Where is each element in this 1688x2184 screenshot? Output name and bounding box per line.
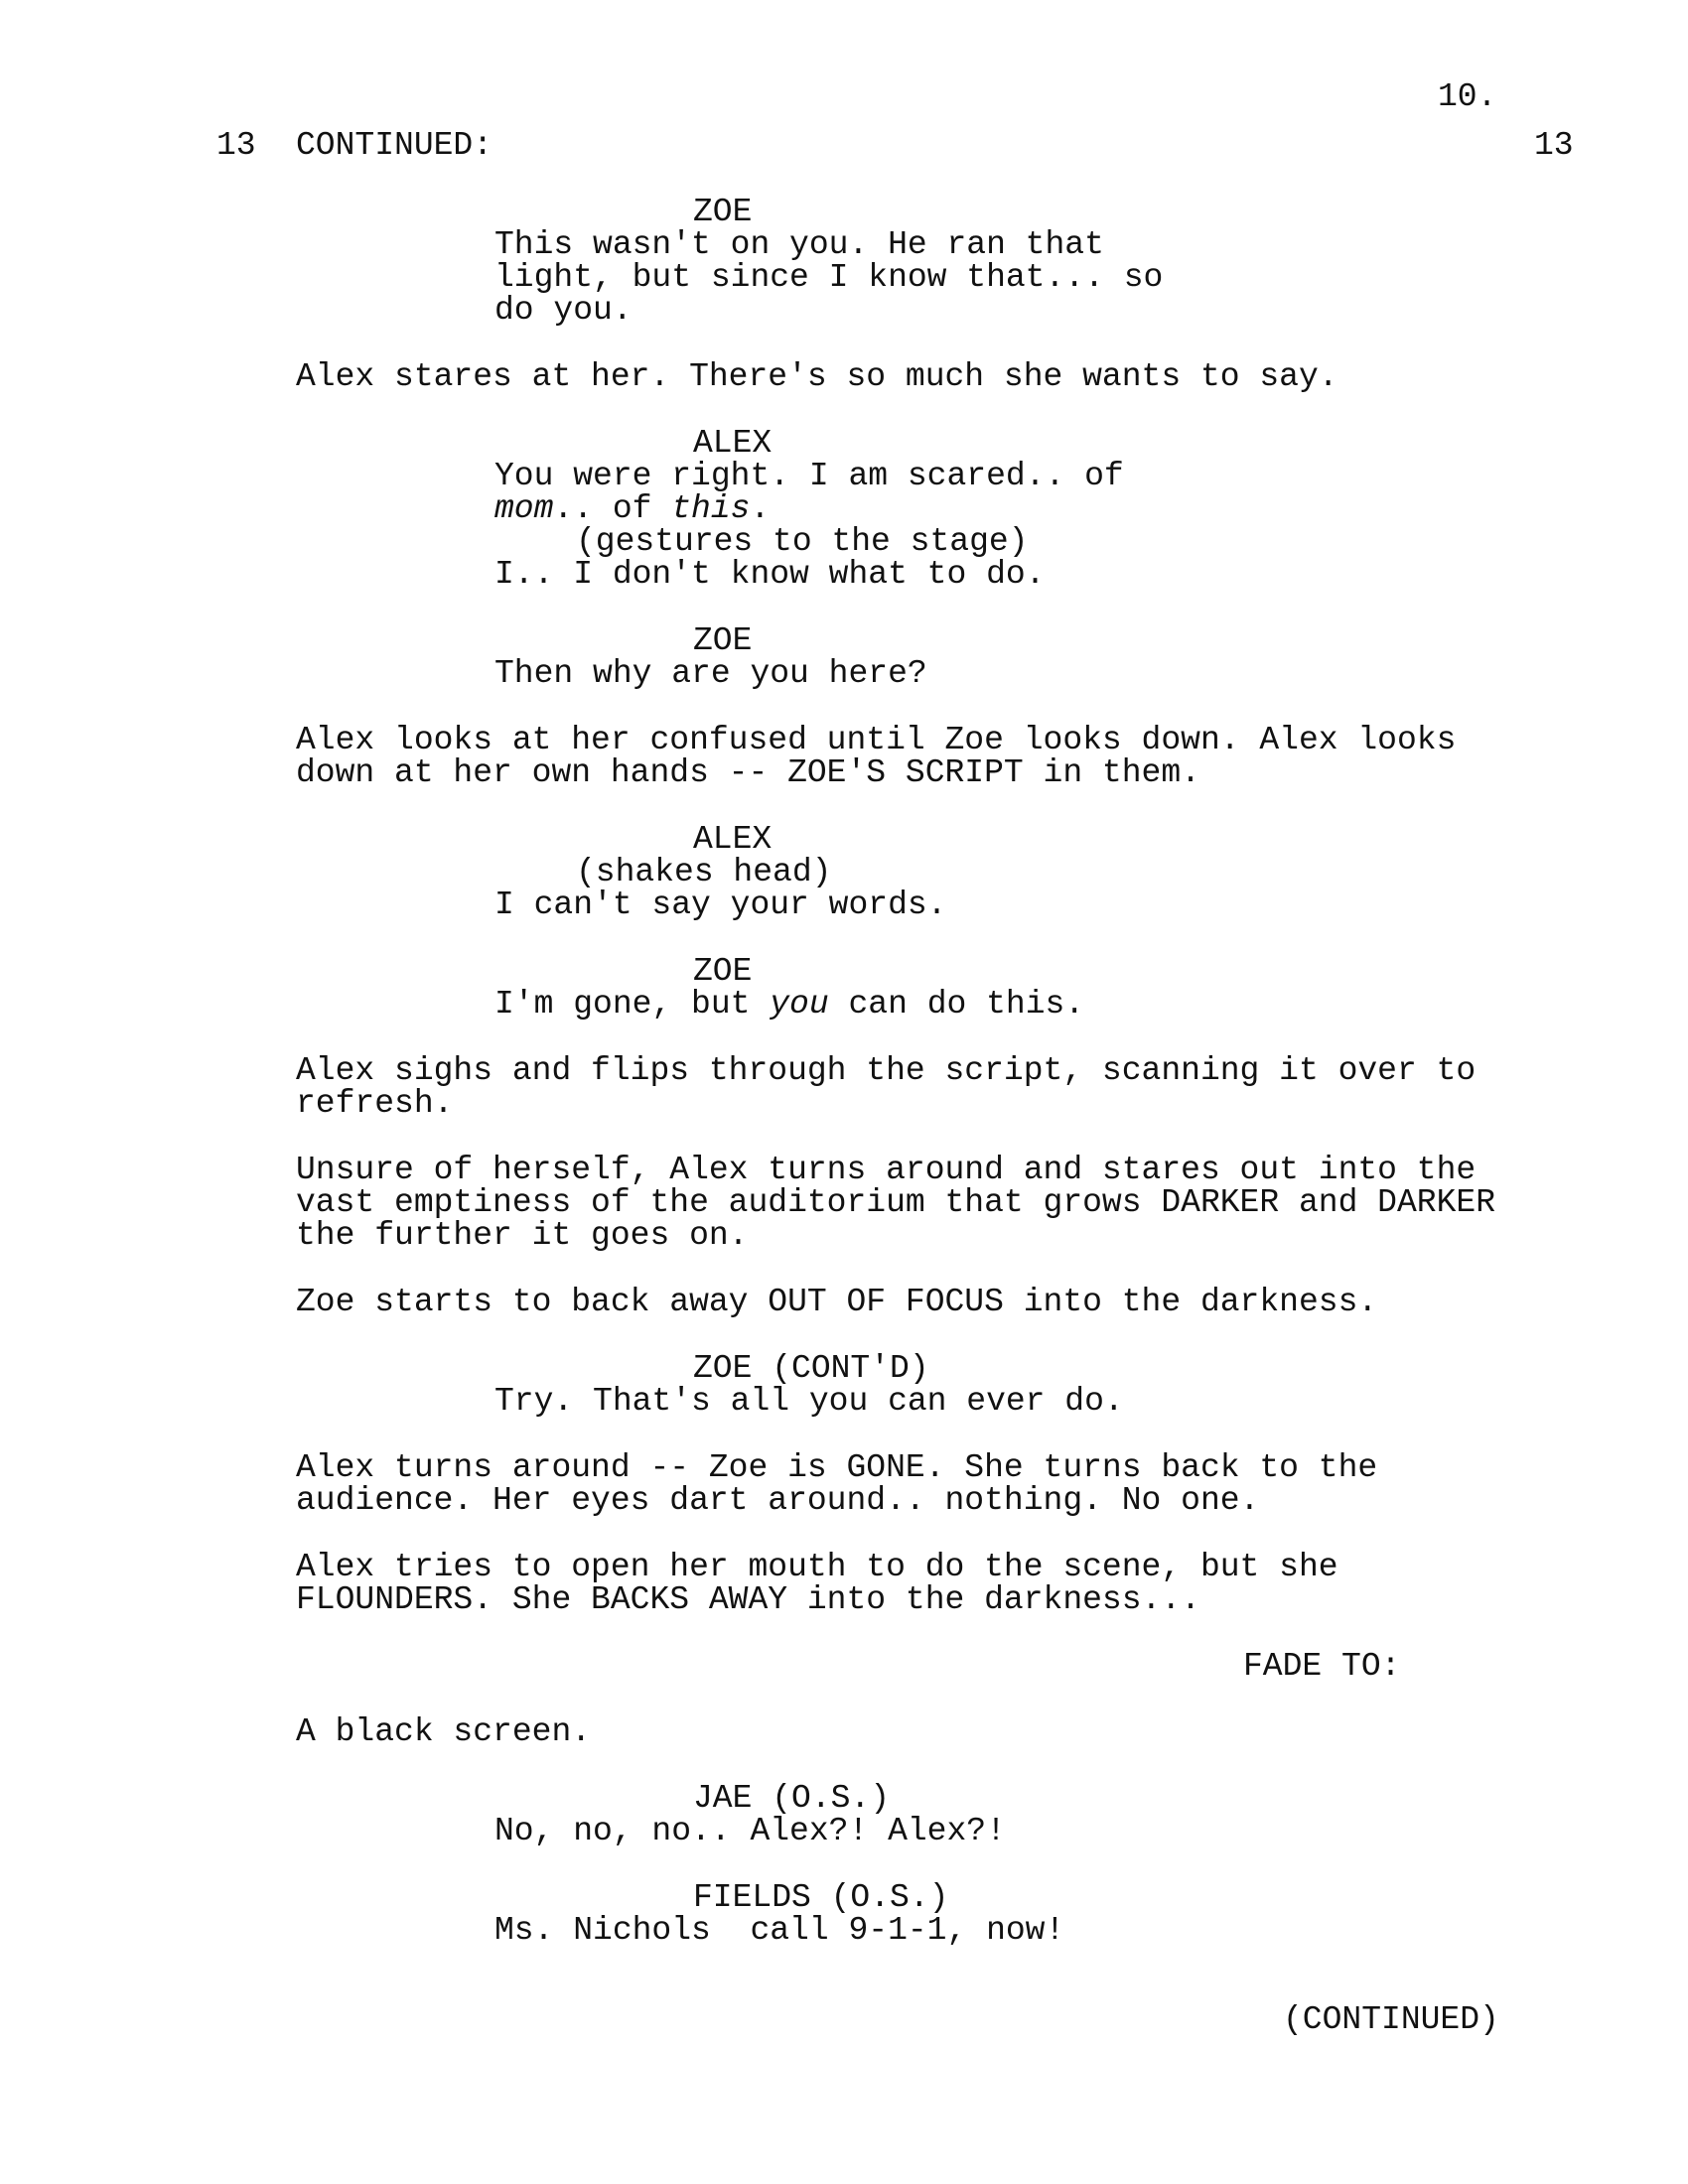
action-line: FLOUNDERS. She BACKS AWAY into the darkness... xyxy=(296,1581,1200,1618)
dialogue-line: I can't say your words. xyxy=(494,887,947,923)
scene-heading: CONTINUED: xyxy=(296,127,493,164)
continued-footer: (CONTINUED) xyxy=(1283,2001,1499,2038)
action-line: refresh. xyxy=(296,1085,454,1122)
character-name: ZOE xyxy=(693,194,753,230)
character-name: ALEX xyxy=(693,821,773,858)
action-line: vast emptiness of the auditorium that grows DARKER and DARKER xyxy=(296,1184,1495,1221)
transition: FADE TO: xyxy=(1243,1648,1401,1685)
character-name: FIELDS (O.S.) xyxy=(693,1879,949,1916)
action-line: Unsure of herself, Alex turns around and stares out into the xyxy=(296,1152,1477,1188)
action-line: Alex looks at her confused until Zoe looks down. Alex looks xyxy=(296,722,1457,758)
emphasis-text: you xyxy=(770,986,829,1023)
parenthetical: (shakes head) xyxy=(576,854,832,890)
emphasis-text: mom xyxy=(494,490,554,527)
action-line: the further it goes on. xyxy=(296,1217,749,1254)
action-line: Alex stares at her. There's so much she wants to say. xyxy=(296,358,1338,395)
emphasis-text: this xyxy=(671,490,751,527)
character-name: ZOE (CONT'D) xyxy=(693,1350,929,1387)
dialogue-line: I.. I don't know what to do. xyxy=(494,556,1046,593)
dialogue-line: This wasn't on you. He ran that xyxy=(494,226,1104,263)
character-name: ZOE xyxy=(693,953,753,990)
page-number: 10. xyxy=(1438,78,1497,115)
scene-number-right: 13 xyxy=(1534,127,1574,164)
dialogue-line: Then why are you here? xyxy=(494,655,927,692)
action-line: Zoe starts to back away OUT OF FOCUS into the darkness. xyxy=(296,1284,1378,1320)
scene-number-left: 13 xyxy=(216,127,256,164)
action-line: down at her own hands -- ZOE'S SCRIPT in them. xyxy=(296,754,1200,791)
dialogue-line xyxy=(494,492,770,526)
action-line: Alex sighs and flips through the script, scanning it over to xyxy=(296,1052,1477,1089)
action-line: A black screen. xyxy=(296,1713,592,1750)
parenthetical: (gestures to the stage) xyxy=(576,523,1029,560)
dialogue-line: Try. That's all you can ever do. xyxy=(494,1383,1124,1420)
dialogue-line xyxy=(494,988,1084,1022)
dialogue-line: do you. xyxy=(494,292,633,329)
dialogue-text: can do this. xyxy=(828,986,1085,1023)
dialogue-text: . xyxy=(750,490,771,527)
dialogue-line: light, but since I know that... so xyxy=(494,259,1164,296)
dialogue-text: I'm gone, but xyxy=(494,986,771,1023)
dialogue-line: Ms. Nichols call 9-1-1, now! xyxy=(494,1912,1065,1949)
character-name: ZOE xyxy=(693,622,753,659)
action-line: Alex turns around -- Zoe is GONE. She turns back to the xyxy=(296,1449,1378,1486)
action-line: audience. Her eyes dart around.. nothing. No one. xyxy=(296,1482,1260,1519)
dialogue-line: No, no, no.. Alex?! Alex?! xyxy=(494,1813,1006,1849)
action-line: Alex tries to open her mouth to do the scene, but she xyxy=(296,1549,1338,1585)
character-name: JAE (O.S.) xyxy=(693,1780,891,1817)
dialogue-line: You were right. I am scared.. of xyxy=(494,458,1124,494)
dialogue-text: .. of xyxy=(553,490,672,527)
character-name: ALEX xyxy=(693,425,773,462)
